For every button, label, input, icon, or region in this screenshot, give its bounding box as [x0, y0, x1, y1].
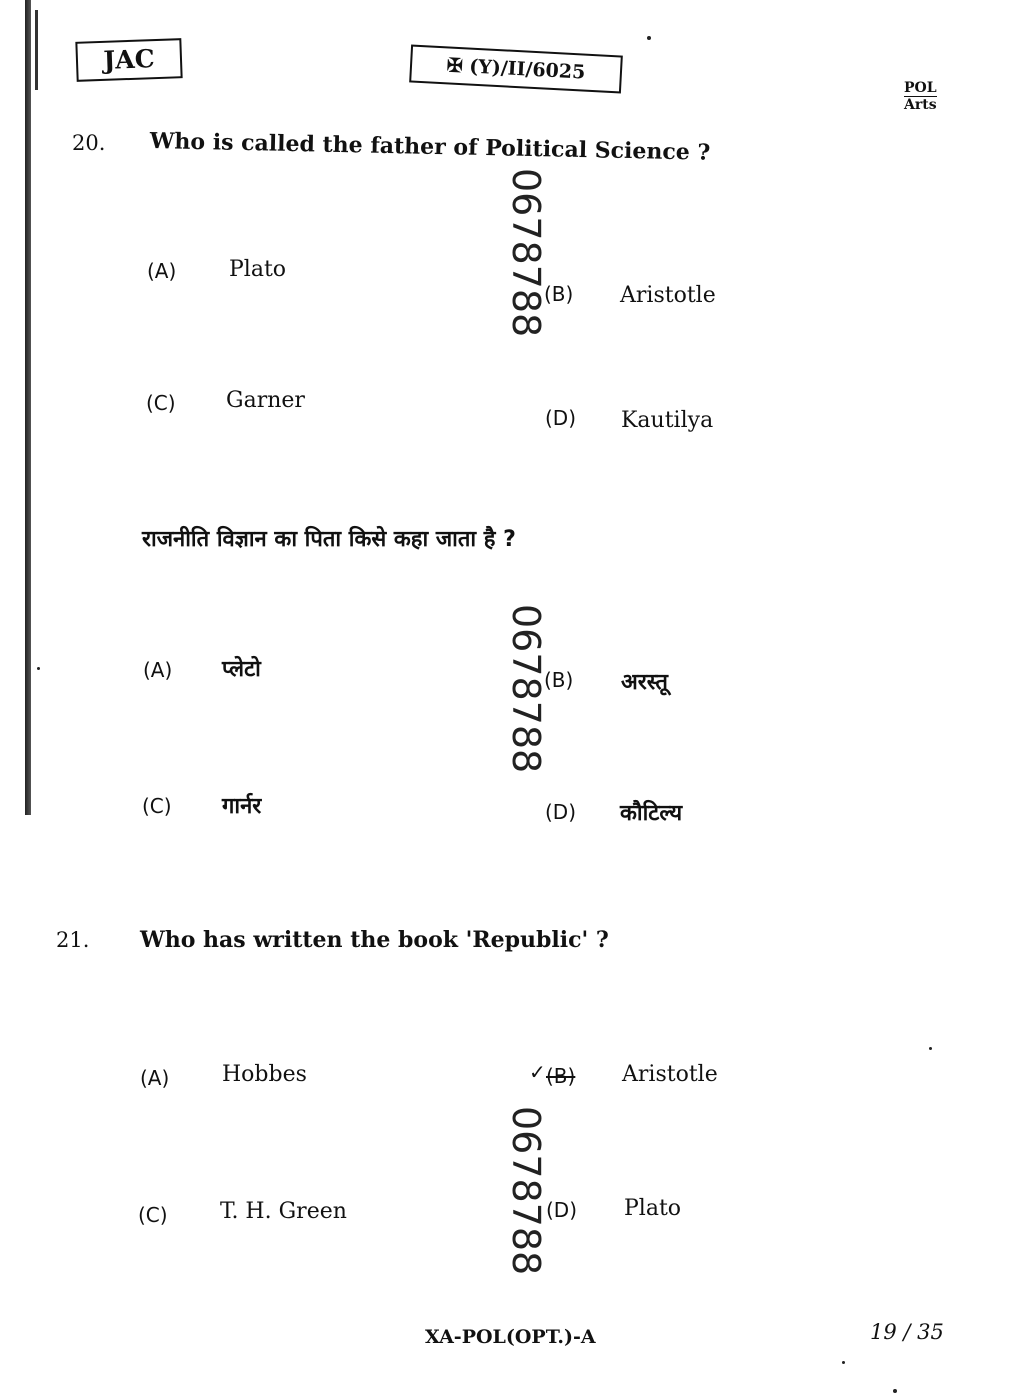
paper-code-footer: XA-POL(OPT.)-A — [425, 1326, 596, 1348]
option-letter: (C) — [146, 391, 176, 415]
question-number: 20. — [72, 131, 106, 155]
option-letter: (A) — [140, 1066, 170, 1090]
option-letter: (B) — [544, 668, 574, 692]
serial-stamp: 0678788 — [504, 1106, 548, 1276]
option-letter: (D) — [545, 406, 577, 430]
option-letter: (B) — [544, 282, 574, 306]
serial-stamp: 0678788 — [504, 168, 548, 338]
scan-edge-mark — [35, 10, 38, 90]
option-text: Garner — [226, 388, 305, 413]
scan-speck — [647, 36, 651, 40]
scan-edge-mark — [25, 0, 31, 815]
option-letter: (C) — [142, 794, 172, 818]
option-text-hindi: कौटिल्य — [620, 801, 683, 826]
serial-stamp: 0678788 — [504, 604, 548, 774]
question-text: Who has written the book 'Republic' ? — [140, 927, 609, 953]
option-text: T. H. Green — [220, 1199, 347, 1224]
option-text: Plato — [624, 1196, 682, 1221]
option-text-hindi: अरस्तू — [621, 670, 668, 695]
page-number: 19 / 35 — [870, 1320, 944, 1344]
subject-stream: Arts — [904, 97, 937, 113]
option-letter: (C) — [138, 1203, 168, 1227]
option-text: Kautilya — [621, 408, 714, 433]
option-text: Plato — [229, 257, 287, 282]
paper-code-box: ✠ (Y)/II/6025 — [409, 44, 623, 93]
scan-speck — [37, 667, 40, 670]
scan-speck — [893, 1389, 897, 1393]
option-letter: (B) — [546, 1064, 576, 1088]
option-text: Aristotle — [622, 1062, 718, 1087]
question-number: 21. — [56, 928, 90, 952]
question-text: Who is called the father of Political Science ? — [149, 128, 711, 166]
scan-speck — [842, 1361, 845, 1364]
option-text: Hobbes — [222, 1062, 307, 1087]
board-label: JAC — [75, 38, 182, 82]
option-letter: (D) — [545, 800, 577, 824]
option-letter: (D) — [546, 1198, 578, 1222]
question-text-hindi: राजनीति विज्ञान का पिता किसे कहा जाता है ? — [142, 527, 516, 552]
option-letter: (A) — [147, 259, 177, 283]
option-text-hindi: गार्नर — [222, 794, 262, 819]
subject-code: POL — [904, 80, 937, 96]
option-text: Aristotle — [620, 283, 716, 308]
scan-speck — [929, 1047, 932, 1050]
check-mark-icon: ✓ — [529, 1060, 546, 1084]
option-text-hindi: प्लेटो — [222, 657, 261, 682]
option-letter: (A) — [143, 658, 173, 682]
subject-label — [904, 80, 937, 113]
